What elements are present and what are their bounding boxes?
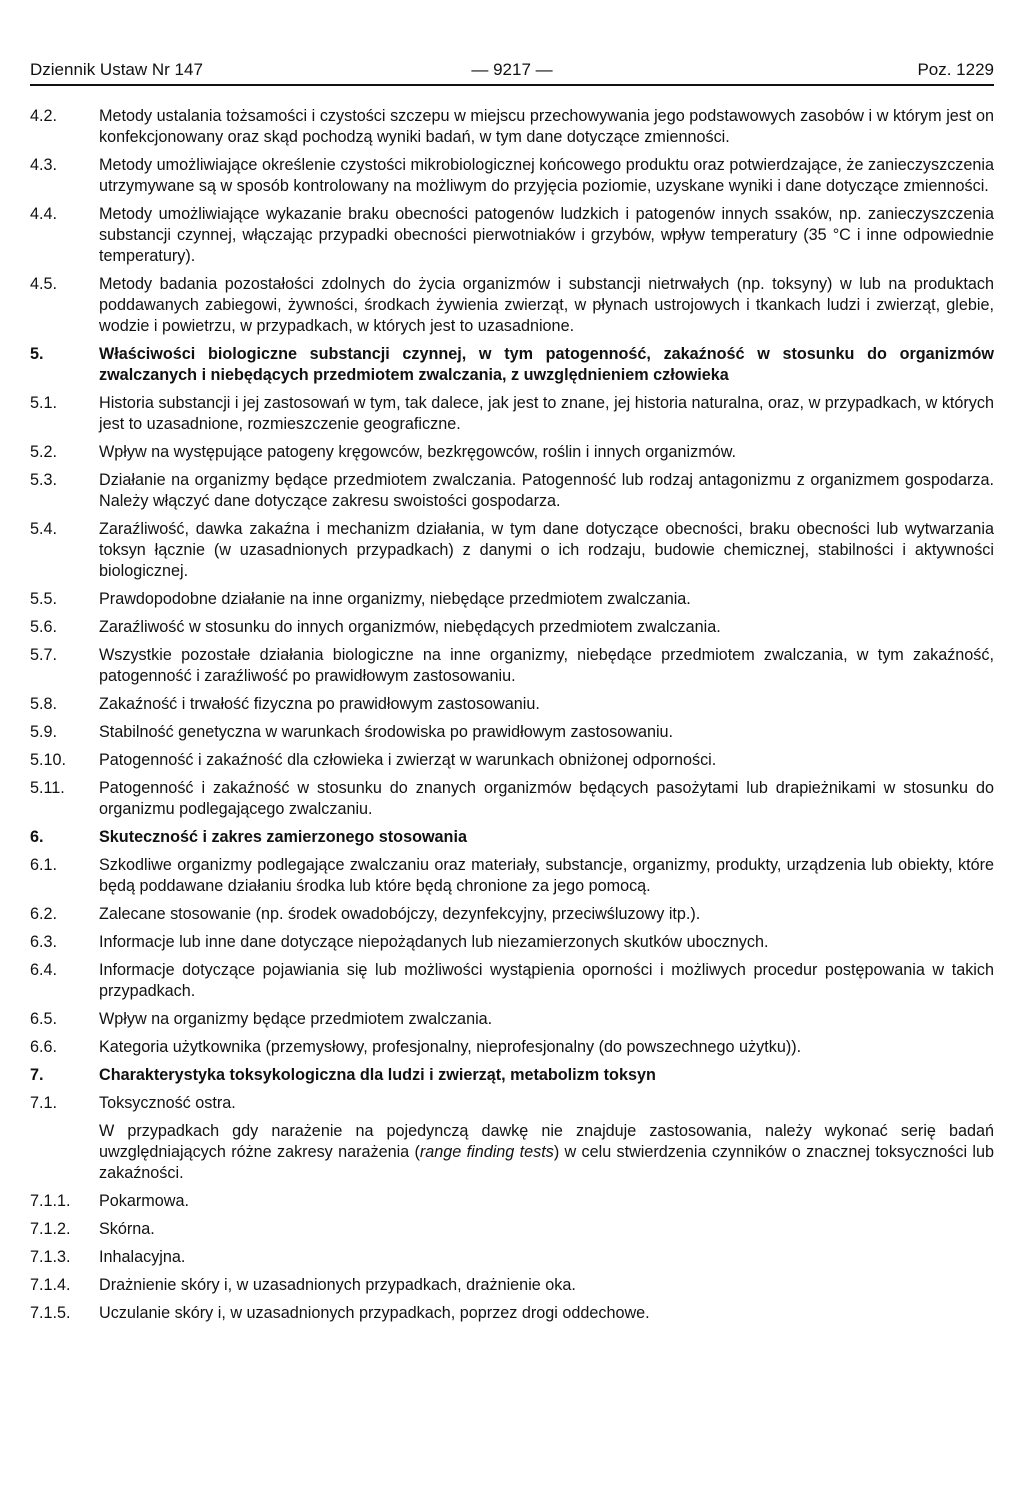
note-text-before: W przypadkach gdy narażenie na pojedynczą dawkę nie znajduje zastosowania, należy wykonać serię badań uwzględniających różne zakresy narażenia ( [99,1122,994,1161]
item-number: 5.4. [30,520,58,538]
list-item [30,442,994,463]
item-text: Uczulanie skóry i, w uzasadnionych przypadkach, poprzez drogi oddechowe. [99,1304,650,1322]
list-item [30,589,994,610]
item-number: 7.1.2. [30,1220,71,1238]
list-item [30,1247,994,1268]
item-text: Wpływ na występujące patogeny kręgowców, bezkręgowców, roślin i innych organizmów. [99,443,737,461]
item-text: Pokarmowa. [99,1192,189,1210]
section-heading [30,1065,994,1086]
list-item [30,1303,994,1324]
item-number: 6.5. [30,1010,58,1028]
list-item [30,1037,994,1058]
item-number: 6. [30,828,44,846]
section-heading [30,827,994,848]
item-number: 5.1. [30,394,58,412]
list-item [30,932,994,953]
note-7-1 [30,1121,994,1184]
item-number: 5.5. [30,590,58,608]
item-text: Szkodliwe organizmy podlegające zwalczaniu oraz materiały, substancje, organizmy, produkty, urządzenia lub obiekty, które będą poddawane działaniu środka lub które będą chronione za jego pomocą. [99,856,994,895]
item-number: 5.3. [30,471,58,489]
item-number: 4.3. [30,156,58,174]
item-text: Metody umożliwiające wykazanie braku obecności patogenów ludzkich i patogenów innych ssaków, np. zanieczyszczenia substancji czynnej, włączając przypadki obecności pierwotniaków i grzybów, wpływ temperatury (35 °C i inne odpowiednie temperatury). [99,205,994,265]
document-body [30,106,994,1331]
item-text: Właściwości biologiczne substancji czynnej, w tym patogenność, zakaźność w stosunku do organizmów zwalczanych i niebędących przedmiotem zwalczania, z uwzględnieniem człowieka [99,345,994,384]
item-number: 5.7. [30,646,58,664]
item-number: 4.4. [30,205,58,223]
list-item [30,1191,994,1212]
item-text: Zaraźliwość, dawka zakaźna i mechanizm działania, w tym dane dotyczące obecności, braku obecności lub wytwarzania toksyn łącznie (w uzasadnionych przypadkach) z danymi o ich rodzaju, budowie chemicznej, stabilności i aktywności biologicznej. [99,520,994,580]
item-number: 6.1. [30,856,58,874]
item-number: 5.10. [30,751,67,769]
list-item [30,393,994,435]
list-item [30,722,994,743]
item-text: Skuteczność i zakres zamierzonego stosowania [99,828,467,846]
item-number: 7.1.5. [30,1304,71,1322]
list-item [30,778,994,820]
list-item [30,470,994,512]
list-item [30,1219,994,1240]
journal-title: Dziennik Ustaw Nr 147 [30,60,203,79]
item-text: Charakterystyka toksykologiczna dla ludzi i zwierząt, metabolizm toksyn [99,1066,656,1084]
item-text: Wszystkie pozostałe działania biologiczne na inne organizmy, niebędące przedmiotem zwalczania, w tym zakaźność, patogenność i zaraźliwość po prawidłowym zastosowaniu. [99,646,994,685]
list-item [30,1093,994,1114]
list-item [30,1009,994,1030]
item-text: Metody badania pozostałości zdolnych do życia organizmów i substancji nietrwałych (np. toksyny) w lub na produktach poddawanych zabiegowi, żywności, środkach żywienia zwierząt, w płynach ustrojowych i tkankach ludzi i zwierząt, glebie, wodzie i powietrzu, w przypadkach, w których jest to uzasadnione. [99,275,994,335]
list-item [30,855,994,897]
position-number: Poz. 1229 [917,60,994,79]
item-number: 7.1.4. [30,1276,71,1294]
item-number: 7.1.1. [30,1192,71,1210]
item-number: 7.1. [30,1094,58,1112]
note-text-italic: range finding tests [419,1143,554,1161]
item-number: 6.3. [30,933,58,951]
page-header [30,58,994,86]
item-text: Patogenność i zakaźność w stosunku do znanych organizmów będących pasożytami lub drapieżnikami w stosunku do organizmu podlegającego zwalczaniu. [99,779,994,818]
item-text: Historia substancji i jej zastosowań w tym, tak dalece, jak jest to znane, jej historia naturalna, oraz, w przypadkach, w których jest to uzasadnione, rozmieszczenie geograficzne. [99,394,994,433]
items-list-after [30,1191,994,1324]
item-number: 5.2. [30,443,58,461]
list-item [30,694,994,715]
item-text: Działanie na organizmy będące przedmiotem zwalczania. Patogenność lub rodzaj antagonizmu z organizmem gospodarza. Należy włączyć dane dotyczące zakresu swoistości gospodarza. [99,471,994,510]
item-number: 5.8. [30,695,58,713]
list-item [30,750,994,771]
note-text-after: ) w celu stwierdzenia czynników o znacznej toksyczności lub zakaźności. [99,1143,994,1182]
item-text: Skórna. [99,1220,155,1238]
page-number: — 9217 — [471,60,553,79]
list-item [30,904,994,925]
item-text: Informacje dotyczące pojawiania się lub możliwości wystąpienia oporności i możliwych procedur postępowania w takich przypadkach. [99,961,994,1000]
item-number: 4.5. [30,275,58,293]
list-item [30,617,994,638]
items-list [30,106,994,1114]
item-text: Stabilność genetyczna w warunkach środowiska po prawidłowym zastosowaniu. [99,723,674,741]
item-text: Metody ustalania tożsamości i czystości szczepu w miejscu przechowywania jego podstawowych zasobów i w którym jest on konfekcjonowany oraz skąd pochodzą wyniki badań, w tym dane dotyczące zmienności. [99,107,994,146]
item-number: 5.6. [30,618,58,636]
item-number: 5.11. [30,779,65,797]
item-number: 7.1.3. [30,1248,71,1266]
item-number: 6.6. [30,1038,58,1056]
list-item [30,274,994,337]
list-item [30,519,994,582]
item-text: Metody umożliwiające określenie czystości mikrobiologicznej końcowego produktu oraz potwierdzające, że zanieczyszczenia utrzymywane są w sposób kontrolowany na możliwym do przyjęcia poziomie, uzyskane wyniki i dane dotyczące zmienności. [99,156,994,195]
item-number: 6.4. [30,961,58,979]
item-number: 4.2. [30,107,58,125]
item-text: Informacje lub inne dane dotyczące niepożądanych lub niezamierzonych skutków ubocznych. [99,933,769,951]
item-text: Inhalacyjna. [99,1248,186,1266]
item-number: 7. [30,1066,44,1084]
list-item [30,106,994,148]
item-text: Prawdopodobne działanie na inne organizmy, niebędące przedmiotem zwalczania. [99,590,691,608]
list-item [30,204,994,267]
section-heading [30,344,994,386]
list-item [30,1275,994,1296]
item-text: Patogenność i zakaźność dla człowieka i zwierząt w warunkach obniżonej odporności. [99,751,717,769]
item-number: 5. [30,345,44,363]
list-item [30,960,994,1002]
item-text: Drażnienie skóry i, w uzasadnionych przypadkach, drażnienie oka. [99,1276,576,1294]
item-number: 6.2. [30,905,58,923]
list-item [30,155,994,197]
item-text: Toksyczność ostra. [99,1094,236,1112]
item-number: 5.9. [30,723,58,741]
item-text: Kategoria użytkownika (przemysłowy, profesjonalny, nieprofesjonalny (do powszechnego użytku)). [99,1038,802,1056]
item-text: Wpływ na organizmy będące przedmiotem zwalczania. [99,1010,493,1028]
item-text: Zaraźliwość w stosunku do innych organizmów, niebędących przedmiotem zwalczania. [99,618,721,636]
item-text: Zalecane stosowanie (np. środek owadobójczy, dezynfekcyjny, przeciwśluzowy itp.). [99,905,701,923]
item-text: Zakaźność i trwałość fizyczna po prawidłowym zastosowaniu. [99,695,540,713]
list-item [30,645,994,687]
